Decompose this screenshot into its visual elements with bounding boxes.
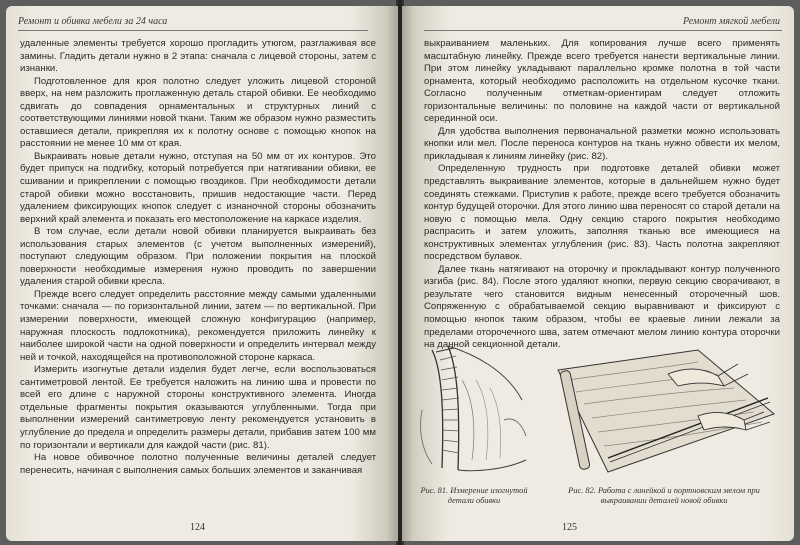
figure-81 [414, 340, 534, 480]
right-body-text [424, 38, 780, 352]
left-body-text [20, 38, 376, 477]
left-paragraph-1: удаленные элементы требуется хорошо прогладить утюгом, разглаживая все замины. Гладить детали нужно в 2 этапа: сначала с лицевой стороны, затем с изнанки. [20, 38, 376, 75]
figure-81-caption: Рис. 81. Измерение изогнутой детали обивки [420, 486, 528, 505]
figure-81-illustration [414, 340, 534, 480]
left-running-head: Ремонт и обивка мебели за 24 часа [18, 16, 168, 27]
left-page-number: 124 [190, 522, 205, 533]
left-paragraph-2: Подготовленное для кроя полотно следует уложить лицевой стороной вверх, на нем разложить проглаженную деталь старой обивки. Ее необходимо сдвигать до совпадения орнаментальных и структурных линий с соответствующими линиями новой ткани. Таким же образом нужно разместить оставшиеся детали, прикрепляя их к полотну основе с помощью кнопок на расстоянии не менее 10 мм от края. [20, 75, 376, 150]
left-page [6, 6, 398, 541]
figure-82-illustration [548, 340, 778, 480]
figure-82-caption: Рис. 82. Работа с линейкой и портновским мелом при выкраивании деталей новой обивки [568, 486, 760, 505]
right-paragraph-3: Определенную трудность при подготовке деталей обивки может представлять выкраивание элементов, которые в дальнейшем нужно будет соединять стежками. Приступив к работе, прежде всего требуется обозначить контур будущей оторочки. Для этого линию шва переносят со старой детали на новую с помощью мела. Одну секцию старого покрытия необходимо распрасить и затем уложить, заполняя тканью все имеющиеся на конструктивных элементах углубления (рис. 83). Часть полотна закрепляют посредством булавок. [424, 163, 780, 263]
left-paragraph-5: Прежде всего следует определить расстояние между самыми удаленными точками: сначала — по горизонтальной линии, затем — по вертикальной. При измерении поверхности, имеющей сложную конфигурацию (например, наружная плоскость подлокотника), рекомендуется приложить линейку к наиболее широкой части на одной поверхности и определить интервал между ней и точкой, находящейся на противоположной стороне каркаса. [20, 288, 376, 363]
right-paragraph-4: Далее ткань натягивают на оторочку и прокладывают контур полученного изгиба (рис. 84). После этого удаляют кнопки, первую секцию сворачивают, в результате чего становится видным ненесенный оторочечный шов. Сопряженную с обрабатываемой секцию выравнивают и фиксируют с помощью кнопок таким образом, чтобы ее краевые линии лежали за пределами оторочечного шва, затем отмечают мелом линию контура оторочки на данной секционной детали. [424, 263, 780, 351]
left-paragraph-4: В том случае, если детали новой обивки планируется выкраивать без использования старых элементов (с учетом выполненных измерений), поступают следующим образом. При положении покрытия на плоской поверхности необходимые измерения нужно проводить по завершении удаления старой обивки кресла. [20, 226, 376, 288]
figure-82 [548, 340, 778, 480]
left-paragraph-6: Измерить изогнутые детали изделия будет легче, если воспользоваться сантиметровой лентой. Ее требуется наложить на линию шва и провести по всей его длине с наружной стороны конструктивного элемента. Иногда отдельные фрагменты покрытия оказываются углубленными. Тогда при выполнении измерений сантиметровую ленту рекомендуется установить в углубление до предела и определить размеры детали, прибавив затем 100 мм по горизонтали и вертикали для каждой части (рис. 81). [20, 364, 376, 451]
right-page-number: 125 [562, 522, 577, 533]
left-header-rule [18, 30, 368, 31]
right-page [402, 6, 794, 541]
right-paragraph-1: выкраиванием маленьких. Для копирования лучше всего применять масштабную линейку. Прежде всего требуется нанести вертикальные линии. При этом линейку укладывают параллельно кромке полотна в той части орнамента, который необходимо расположить на отдельном кусочке ткани. Согласно полученным отметкам-ориентирам следует отложить горизонтальные величины: по половине на каждой части от вертикальной серединной оси. [424, 38, 780, 125]
left-paragraph-7: На новое обивочное полотно полученные величины деталей следует перенесить, начиная с выполнения самых больших элементов и заканчивая [20, 452, 376, 476]
figures-area [402, 340, 794, 515]
right-running-head: Ремонт мягкой мебели [683, 16, 780, 27]
left-paragraph-3: Выкраивать новые детали нужно, отступая на 50 мм от их контуров. Это будет припуск на подгибку, который потребуется при натягивании обивки, ее сшивании и прикреплении с помощью гвоздиков. При необходимости детали старой обивки можно восстановить, пришив недостающие части. Перед удалением фиксирующих кнопок следует с изнаночной стороны обозначить верхний край элемента и показать его местоположение на каркасе изделия. [20, 150, 376, 225]
right-paragraph-2: Для удобства выполнения первоначальной разметки можно использовать кнопки или мел. После переноса контуров на ткань нужно обвести их мелом, прикладывая к линиям линейку (рис. 82). [424, 125, 780, 162]
right-header-rule [424, 30, 782, 31]
